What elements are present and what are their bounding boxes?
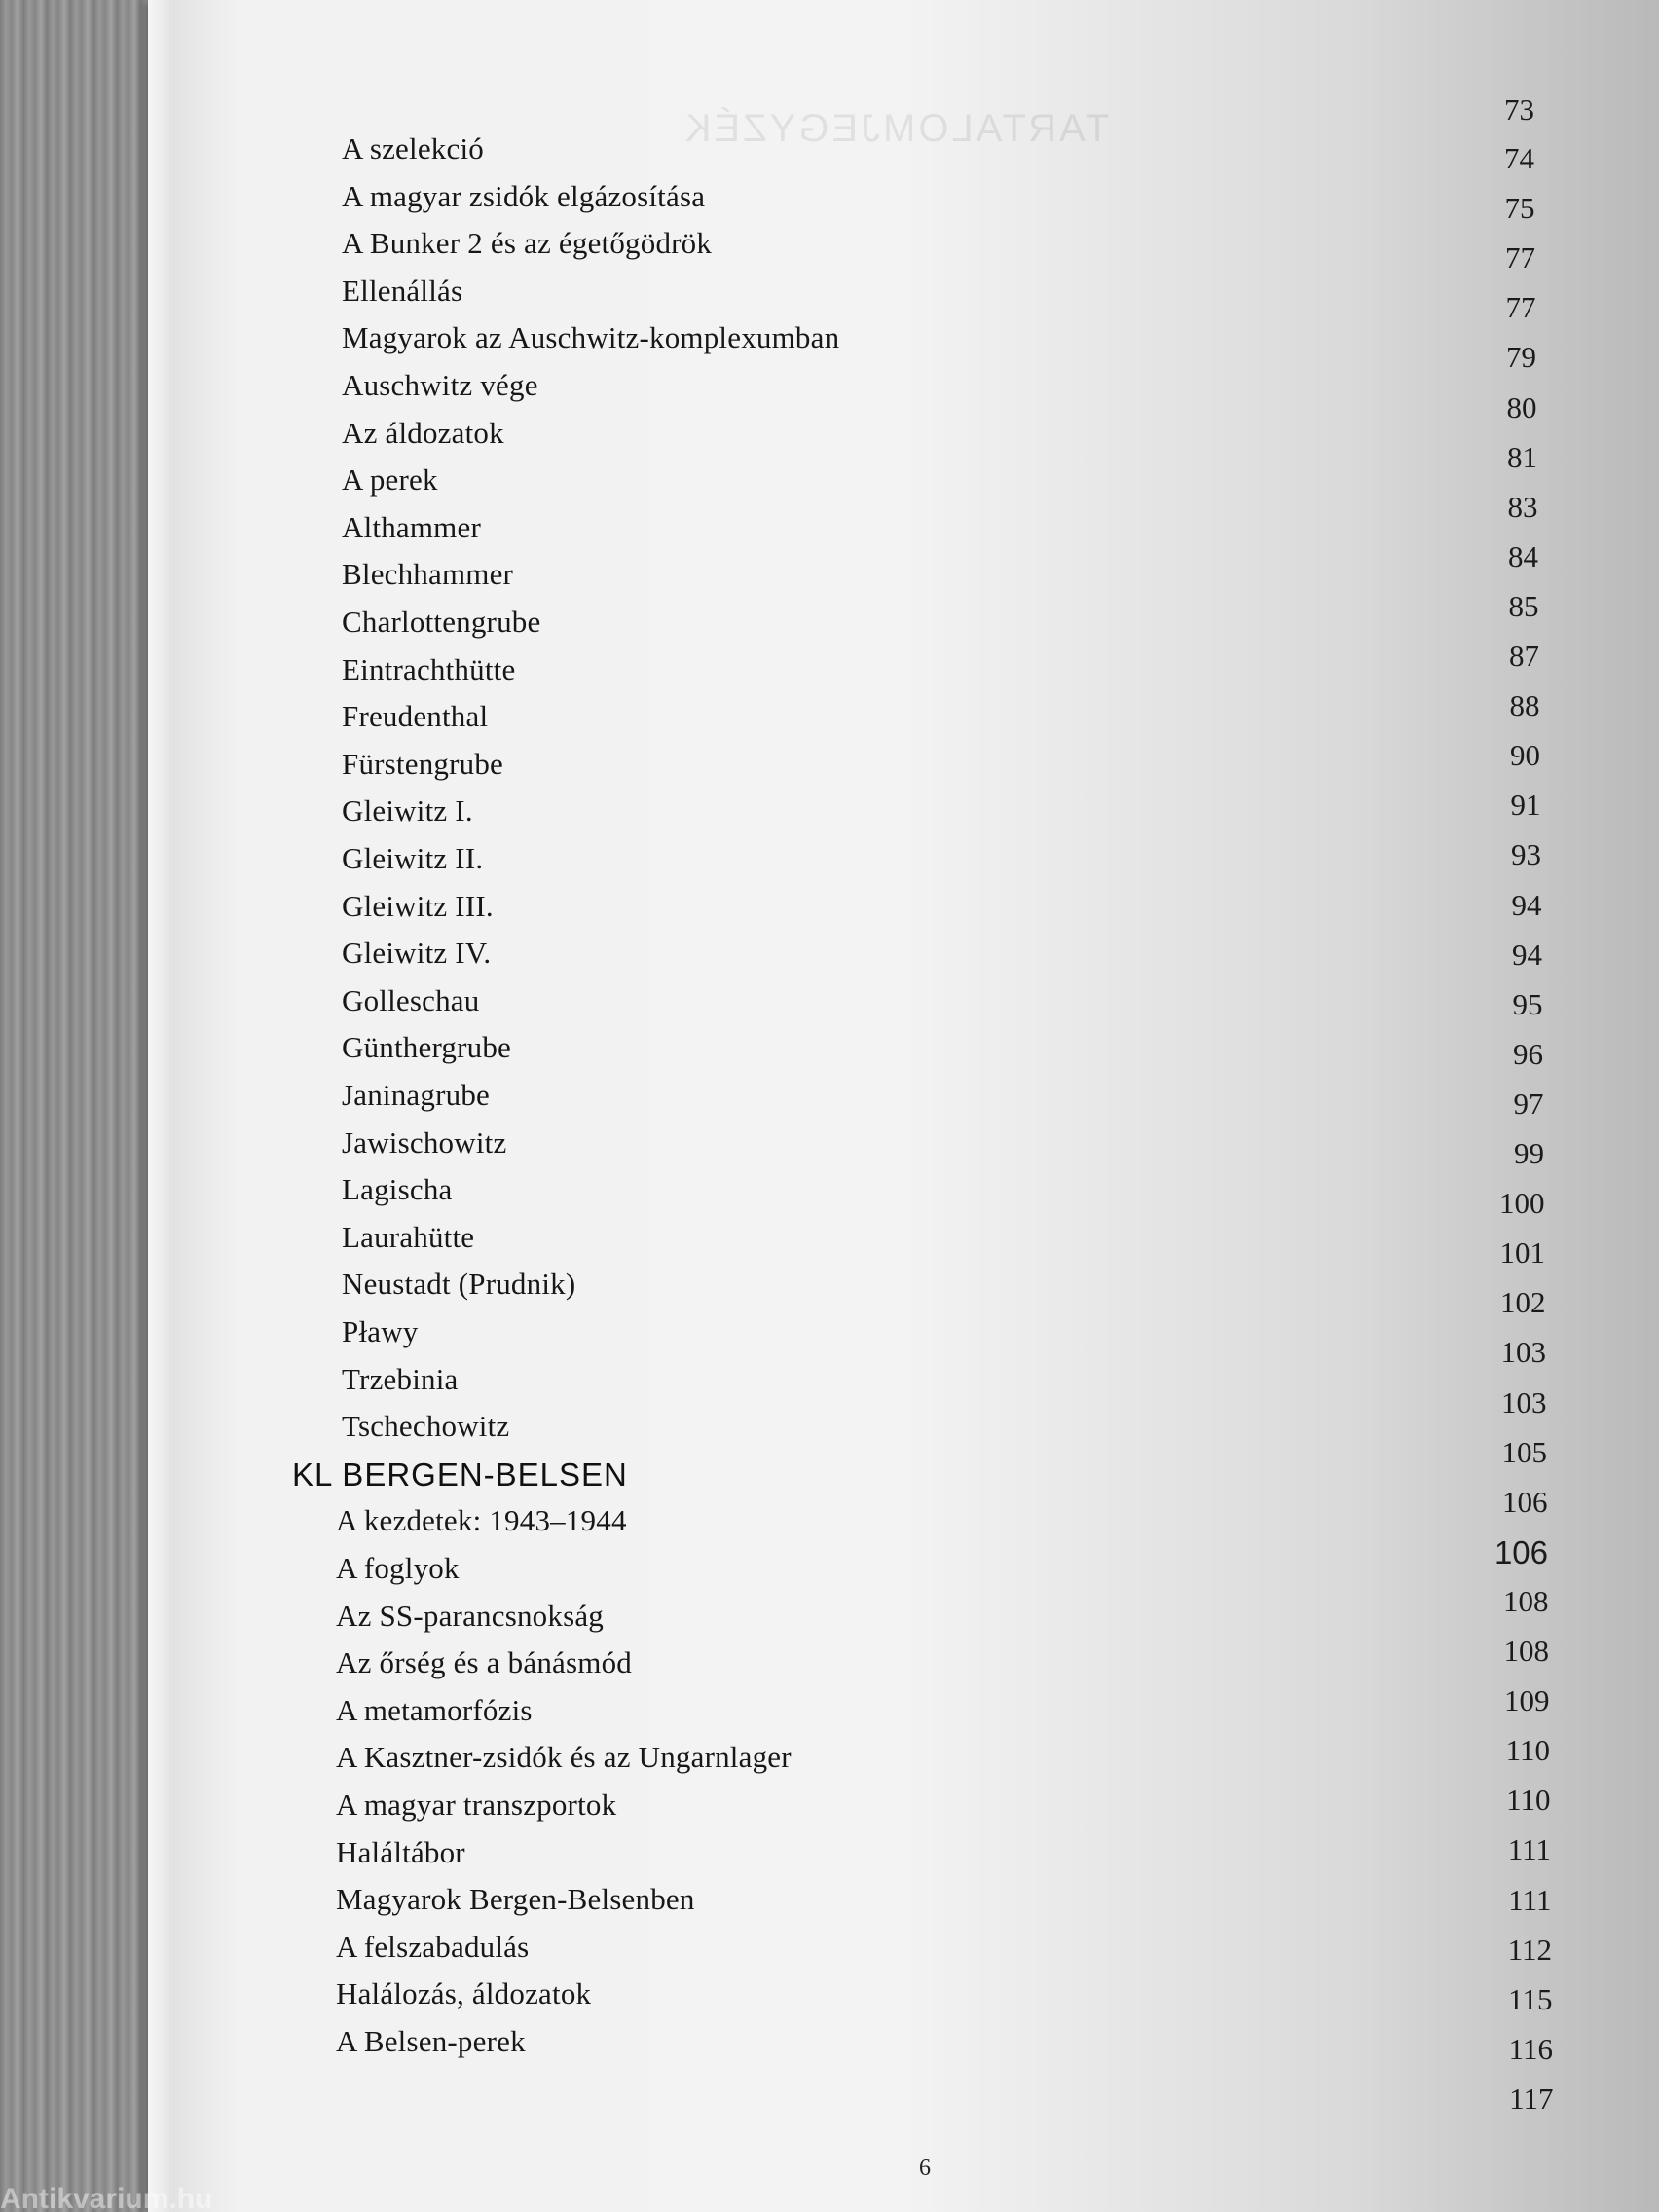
toc-entry-title: Ellenállás [342,273,463,308]
toc-entry-page: 96 [1513,1036,1543,1071]
toc-entry-title: Fürstengrube [342,746,503,781]
toc-entry-page: 81 [1507,439,1537,474]
toc-entry-title: A felszabadulás [336,1929,530,1964]
toc-entry-page: 88 [1509,688,1540,723]
toc-top-page-number: 73 [1504,92,1534,127]
toc-entry-page: 93 [1511,837,1541,872]
toc-entry-title: Pławy [342,1314,419,1348]
toc-entry-page: 108 [1503,1634,1549,1668]
toc-entry-title: A Bunker 2 és az égetőgödrök [342,226,713,261]
toc-entry-page: 75 [1504,191,1535,226]
toc-entry-page: 103 [1500,1335,1546,1370]
toc-entry-title: Günthergrube [342,1030,512,1065]
toc-entry-page: 97 [1513,1086,1544,1121]
toc-entry-page: 117 [1509,2081,1554,2116]
toc-entry-page: 95 [1512,986,1543,1021]
toc-entry-title: A perek [342,462,438,498]
toc-entry-page: 106 [1502,1484,1548,1519]
toc-entry-page: 103 [1501,1384,1547,1419]
toc-entry-title: Blechhammer [342,557,514,592]
toc-entry-page: 83 [1507,489,1538,524]
toc-entry-page: 91 [1510,788,1541,823]
toc-entry-page: 85 [1508,588,1539,623]
toc-entry-title: A Belsen-perek [336,2024,526,2058]
toc-entry-title: Lagischa [342,1172,453,1207]
toc-entry-title: Trzebinia [342,1361,459,1396]
toc-entry-title: A szelekció [342,131,484,166]
toc-entry-page: 94 [1511,887,1542,922]
toc-entry-page: 101 [1499,1235,1545,1271]
toc-entry-title: Az SS-parancsnokság [336,1598,604,1633]
toc-entry-page: 77 [1505,240,1535,276]
toc-entry-title: Tschechowitz [342,1409,510,1444]
toc-entry-page: 116 [1508,2031,1553,2066]
toc-entry-title: Freudenthal [342,699,489,734]
toc-entry-page: 99 [1514,1136,1544,1170]
toc-entry-title: Althammer [342,509,481,544]
toc-entry-page: 74 [1504,141,1534,175]
toc-entry-page: 110 [1506,1783,1551,1818]
toc-entry-title: Gleiwitz III. [342,888,494,923]
toc-entry-title: A Kasztner-zsidók és az Ungarnlager [336,1740,792,1775]
toc-entry-title: Neustadt (Prudnik) [342,1267,576,1302]
toc-section-title: KL BERGEN-BELSEN [292,1456,628,1493]
toc-entry-title: Az áldozatok [342,415,504,450]
page-number: 6 [919,2156,931,2181]
toc-entry-page: 111 [1508,1882,1552,1917]
watermark: Antikvarium.hu [0,2183,213,2212]
toc-entry-page: 109 [1504,1683,1550,1718]
toc-entry-page: 90 [1510,738,1540,773]
toc-entry-title: Magyarok az Auschwitz-komplexumban [342,320,840,355]
toc-entry-title: A magyar zsidók elgázosítása [342,178,706,213]
toc-entry-page: 87 [1509,639,1539,673]
toc-entry-page: 108 [1503,1583,1549,1618]
toc-entry-title: Charlottengrube [342,605,541,639]
toc-entry-title: A magyar transzportok [336,1788,617,1822]
toc-entry-page: 79 [1506,340,1536,375]
toc-entry-title: Halálozás, áldozatok [336,1976,592,2011]
bleed-through-heading: TARTALOMJEGYZÉK [682,107,1110,150]
toc-entry-page: 111 [1507,1832,1551,1867]
toc-entry-title: Laurahütte [342,1219,475,1254]
toc-entry-page: 77 [1505,290,1536,325]
toc-entry-page: 94 [1512,937,1542,972]
toc-entry-page: 115 [1508,1981,1553,2016]
toc-entry-title: A kezdetek: 1943–1944 [336,1503,627,1538]
toc-entry-title: Jawischowitz [342,1124,507,1160]
toc-entry-page: 110 [1505,1733,1550,1768]
toc-entry-page: 100 [1499,1186,1545,1221]
toc-entry-page: 105 [1501,1434,1547,1469]
toc-entry-page: 80 [1506,389,1537,424]
toc-entry-title: Gleiwitz I. [342,793,473,829]
toc-entry-title: Golleschau [342,982,480,1017]
toc-entry-page: 106 [1493,1533,1548,1570]
toc-entry-title: Gleiwitz IV. [342,936,492,971]
toc-entry-page: 112 [1507,1932,1552,1967]
toc-entry-title: Janinagrube [342,1078,490,1112]
toc-entry-title: Auschwitz vége [342,368,538,402]
toc-entry-title: Magyarok Bergen-Belsenben [336,1882,695,1917]
toc-entry-title: Haláltábor [336,1834,465,1869]
toc-entry-title: Eintrachthütte [342,651,516,686]
toc-entry-page: 102 [1500,1285,1546,1320]
toc-entry-title: A metamorfózis [336,1692,533,1727]
toc-entry-title: A foglyok [336,1551,460,1585]
toc-entry-page: 84 [1508,538,1538,573]
toc-entry-title: Gleiwitz II. [342,841,484,875]
toc-entry-title: Az őrség és a bánásmód [336,1645,632,1680]
